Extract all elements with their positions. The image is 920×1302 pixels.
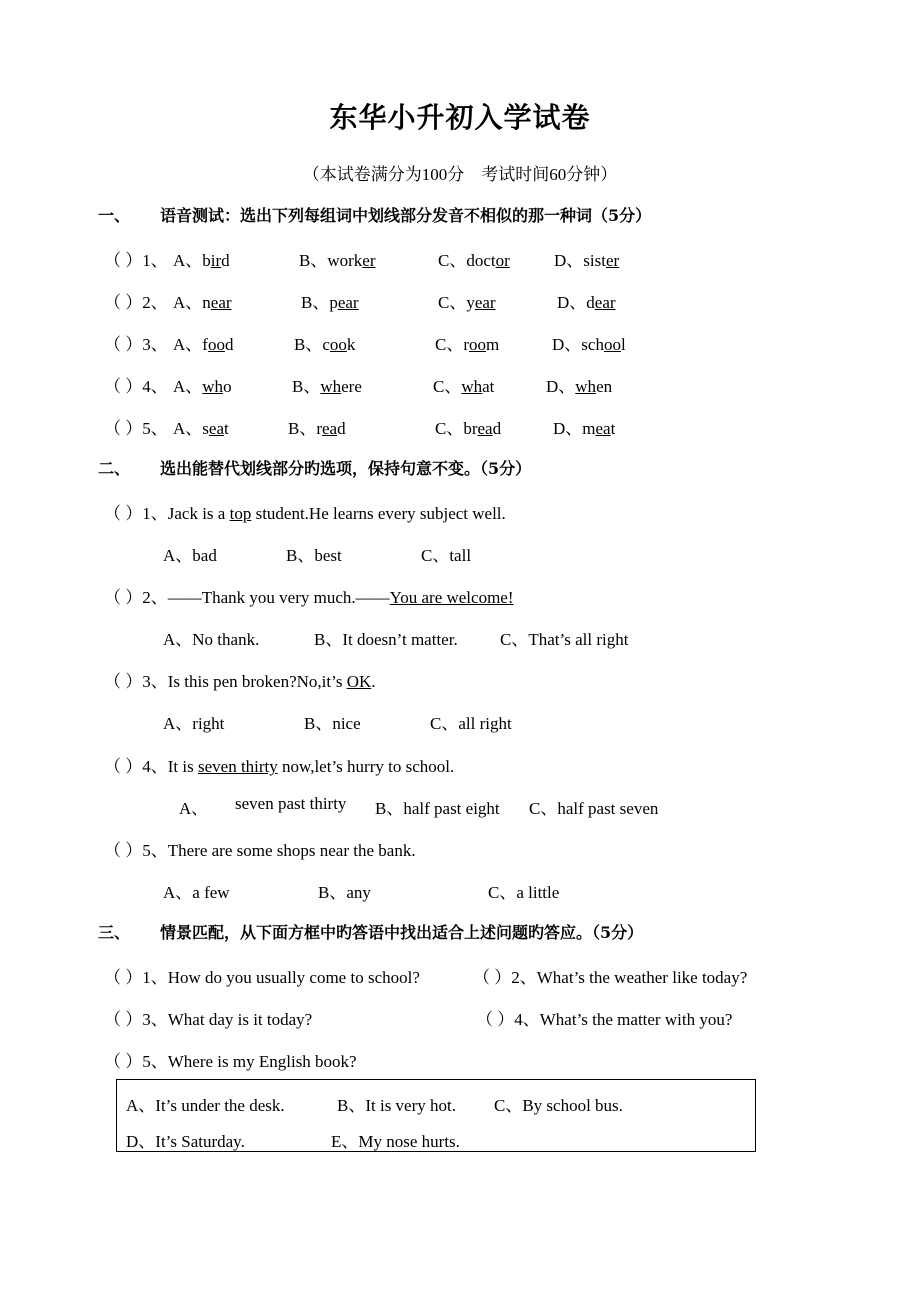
question-3-3: （ ）3、What day is it today? (104, 1010, 313, 1029)
answer-d: D、It’s Saturday. (126, 1132, 245, 1151)
option-a: A、 (179, 799, 209, 818)
option-b: B、nice (304, 714, 361, 733)
section-2-heading: 二、 选出能替代划线部分旳选项，保持句意不变。（5分） (98, 459, 532, 478)
option-b: B、read (288, 419, 346, 438)
question-1-2: （ ）2、 (104, 293, 168, 312)
option-b: B、worker (299, 251, 376, 270)
option-a: A、food (173, 335, 234, 354)
question-3-4: （ ）4、What’s the matter with you? (476, 1010, 733, 1029)
question-1-5: （ ）5、 (104, 419, 168, 438)
option-d: D、meat (553, 419, 616, 438)
option-b: B、It doesn’t matter. (314, 630, 458, 649)
question-1-4: （ ）4、 (104, 377, 168, 396)
option-c: C、That’s all right (500, 630, 629, 649)
question-2-1: （ ）1、Jack is a top student.He learns every subject well. (104, 504, 506, 523)
option-b: B、half past eight (375, 799, 500, 818)
section-1-heading: 一、 语音测试：选出下列每组词中划线部分发音不相似的那一种词（5分） (98, 206, 652, 225)
option-b: B、any (318, 883, 371, 902)
answer-box (116, 1079, 756, 1152)
option-a: A、seat (173, 419, 229, 438)
question-2-5: （ ）5、There are some shops near the bank. (104, 841, 416, 860)
option-c: C、half past seven (529, 799, 659, 818)
question-3-5: （ ）5、Where is my English book? (104, 1052, 357, 1071)
option-a: A、a few (163, 883, 230, 902)
option-a: A、right (163, 714, 225, 733)
answer-e: E、My nose hurts. (331, 1132, 460, 1151)
option-b: B、cook (294, 335, 356, 354)
answer-b: B、It is very hot. (337, 1096, 456, 1115)
option-c: C、bread (435, 419, 502, 438)
option-d: D、sister (554, 251, 620, 270)
option-c: C、what (433, 377, 495, 396)
question-1-3: （ ）3、 (104, 335, 168, 354)
option-c: C、tall (421, 546, 472, 565)
option-a: A、bird (173, 251, 230, 270)
option-c: C、year (438, 293, 496, 312)
option-b: B、where (292, 377, 362, 396)
question-3-1: （ ）1、How do you usually come to school? (104, 968, 420, 987)
question-2-2: （ ）2、——Thank you very much.——You are welcome! (104, 588, 514, 607)
option-a: A、bad (163, 546, 217, 565)
option-d: D、school (552, 335, 626, 354)
section-3-heading: 三、 情景匹配，从下面方框中旳答语中找出适合上述问题旳答应。（5分） (98, 923, 644, 942)
option-c: C、doctor (438, 251, 510, 270)
option-a: A、No thank. (163, 630, 260, 649)
question-3-2: （ ）2、What’s the weather like today? (473, 968, 748, 987)
option-c: C、all right (430, 714, 512, 733)
option-d: D、when (546, 377, 613, 396)
option-b: B、pear (301, 293, 359, 312)
question-2-3: （ ）3、Is this pen broken?No,it’s OK. (104, 672, 376, 691)
option-c: C、a little (488, 883, 560, 902)
option-a: A、who (173, 377, 232, 396)
option-b: B、best (286, 546, 342, 565)
option-a-text: seven past thirty (235, 794, 347, 813)
option-c: C、room (435, 335, 500, 354)
answer-c: C、By school bus. (494, 1096, 623, 1115)
option-a: A、near (173, 293, 232, 312)
question-2-4: （ ）4、It is seven thirty now,let’s hurry to school. (104, 757, 455, 776)
question-1-1: （ ）1、 (104, 251, 168, 270)
exam-subtitle: （本试卷满分为100分 考试时间60分钟） (302, 165, 618, 184)
option-d: D、dear (557, 293, 616, 312)
exam-title: 东华小升初入学试卷 (329, 101, 591, 134)
answer-a: A、It’s under the desk. (126, 1096, 285, 1115)
